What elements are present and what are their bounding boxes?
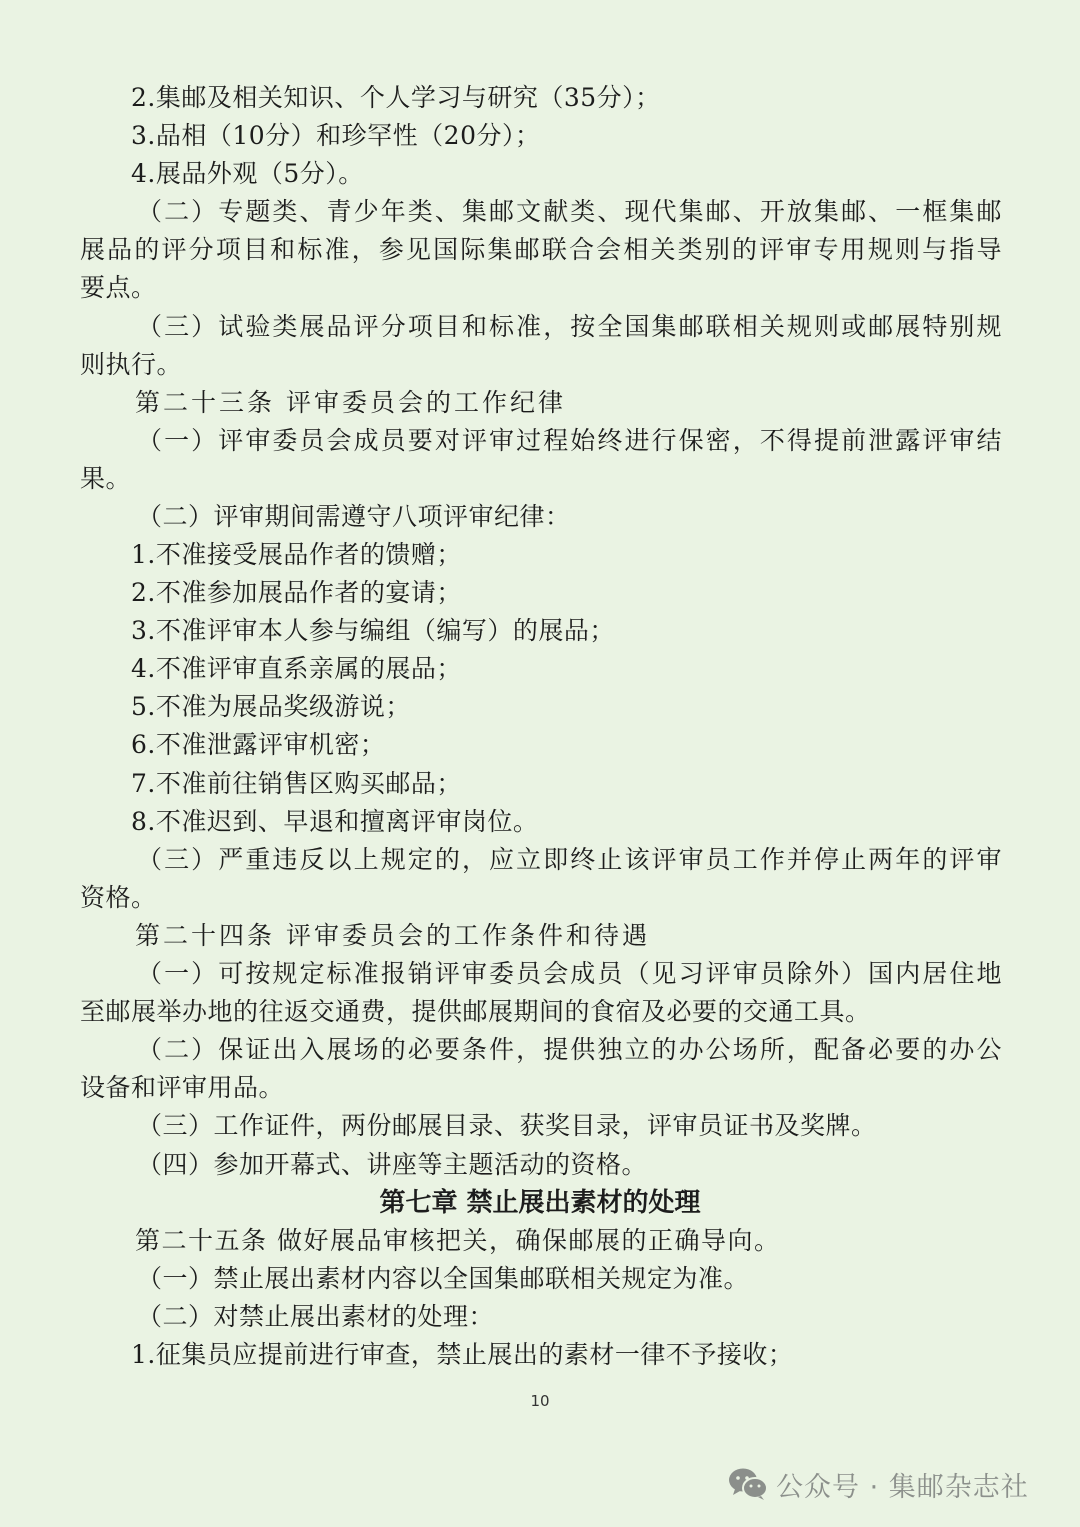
paragraph-line: 果。 bbox=[80, 464, 132, 493]
paragraph-line: （二）专题类、青少年类、集邮文献类、现代集邮、开放集邮、一框集邮 bbox=[137, 197, 1002, 226]
list-item: 3.品相（10分）和珍罕性（20分）； bbox=[131, 121, 541, 150]
paragraph-line: （一）可按规定标准报销评审委员会成员（见习评审员除外）国内居住地 bbox=[137, 959, 1002, 988]
list-item: 2.集邮及相关知识、个人学习与研究（35分）； bbox=[131, 83, 661, 112]
paragraph-line: 至邮展举办地的往返交通费，提供邮展期间的食宿及必要的交通工具。 bbox=[80, 997, 871, 1026]
chapter-heading: 第七章 禁止展出素材的处理 bbox=[379, 1188, 701, 1218]
list-item: 8.不准迟到、早退和擅离评审岗位。 bbox=[131, 807, 539, 836]
paragraph-line: （二）保证出入展场的必要条件，提供独立的办公场所，配备必要的办公 bbox=[137, 1035, 1002, 1064]
list-item: 7.不准前往销售区购买邮品； bbox=[131, 769, 462, 798]
paragraph-line: （一）禁止展出素材内容以全国集邮联相关规定为准。 bbox=[137, 1264, 750, 1293]
article-heading: 第二十三条 评审委员会的工作纪律 bbox=[135, 388, 566, 417]
paragraph-line: （二）对禁止展出素材的处理： bbox=[137, 1302, 495, 1331]
paragraph-line: （一）评审委员会成员要对评审过程始终进行保密，不得提前泄露评审结 bbox=[137, 426, 1002, 455]
page-number: 10 bbox=[530, 1392, 550, 1410]
watermark bbox=[728, 1464, 1029, 1504]
watermark-text: 公众号 · 集邮杂志社 bbox=[776, 1471, 1029, 1503]
paragraph-line: （三）严重违反以上规定的，应立即终止该评审员工作并停止两年的评审 bbox=[137, 845, 1002, 874]
wechat-icon bbox=[728, 1467, 768, 1501]
paragraph-line: 资格。 bbox=[80, 883, 157, 912]
list-item: 2.不准参加展品作者的宴请； bbox=[131, 578, 462, 607]
paragraph-line: （四）参加开幕式、讲座等主题活动的资格。 bbox=[137, 1150, 648, 1179]
paragraph-line: 要点。 bbox=[80, 273, 157, 302]
paragraph-line: （二）评审期间需遵守八项评审纪律： bbox=[137, 502, 571, 531]
article-heading: 第二十四条 评审委员会的工作条件和待遇 bbox=[135, 921, 650, 950]
list-item: 3.不准评审本人参与编组（编写）的展品； bbox=[131, 616, 615, 645]
list-item: 6.不准泄露评审机密； bbox=[131, 730, 386, 759]
paragraph-line: （三）工作证件，两份邮展目录、获奖目录，评审员证书及奖牌。 bbox=[137, 1111, 877, 1140]
list-item: 1.征集员应提前进行审查，禁止展出的素材一律不予接收； bbox=[131, 1340, 794, 1369]
list-item: 4.不准评审直系亲属的展品； bbox=[131, 654, 462, 683]
paragraph-line: 设备和评审用品。 bbox=[80, 1073, 285, 1102]
paragraph-line: 则执行。 bbox=[80, 350, 183, 379]
paragraph-line: 展品的评分项目和标准，参见国际集邮联合会相关类别的评审专用规则与指导 bbox=[80, 235, 1002, 264]
paragraph-line: （三）试验类展品评分项目和标准，按全国集邮联相关规则或邮展特别规 bbox=[137, 312, 1002, 341]
article-heading: 第二十五条 做好展品审核把关，确保邮展的正确导向。 bbox=[135, 1226, 781, 1255]
list-item: 4.展品外观（5分）。 bbox=[131, 159, 364, 188]
list-item: 5.不准为展品奖级游说； bbox=[131, 692, 411, 721]
list-item: 1.不准接受展品作者的馈赠； bbox=[131, 540, 462, 569]
